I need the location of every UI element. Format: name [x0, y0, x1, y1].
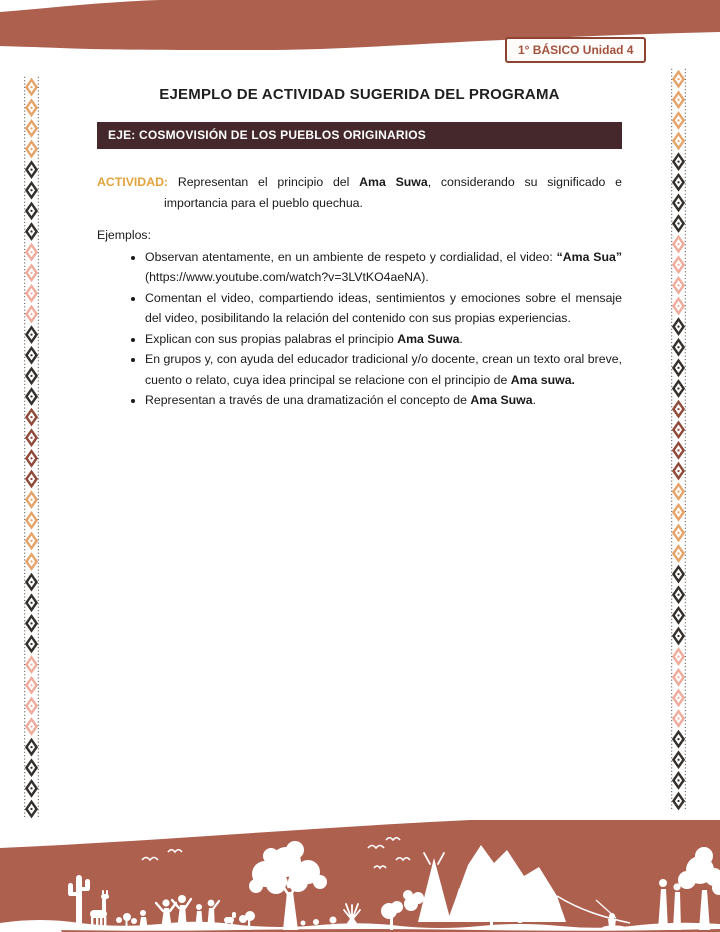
text: Observan atentamente, en un ambiente de respeto y cordialidad, el video: — [145, 249, 557, 264]
example-bullet-item — [145, 247, 622, 288]
activity-paragraph — [97, 172, 622, 213]
text: Representan a través de una dramatización el concepto de — [145, 393, 471, 408]
left-textile-border — [24, 52, 39, 844]
bold-text: Ama Suwa — [397, 331, 460, 346]
bold-text: Ama suwa. — [510, 372, 575, 387]
content-column — [97, 84, 622, 411]
text: Comentan el video, compartiendo ideas, sentimientos y emociones sobre el mensaje del video, posibilitando la relación del contenido con sus propias experiencias. — [145, 290, 622, 326]
text: , considerando su significado e importancia para el pueblo quechua. — [164, 175, 623, 210]
unit-badge: 1° BÁSICO Unidad 4 — [505, 37, 646, 63]
text: (https://www.youtube.com/watch?v=3LVtKO4aeNA). — [145, 270, 429, 285]
example-bullet-item — [145, 349, 622, 390]
bold-text: Ama Suwa — [359, 175, 428, 189]
bottom-landscape-band — [0, 820, 720, 932]
text: . — [459, 331, 463, 346]
examples-list — [97, 247, 622, 411]
examples-label: Ejemplos: — [97, 228, 151, 243]
page-title: EJEMPLO DE ACTIVIDAD SUGERIDA DEL PROGRAMA — [159, 86, 560, 103]
example-bullet-item — [145, 288, 622, 329]
example-bullet-item — [145, 329, 622, 350]
activity-text — [164, 175, 622, 210]
text: En grupos y, con ayuda del educador tradicional y/o docente, crean un texto oral breve, cuento o relato, cuya idea principal se relacione con el principio de — [145, 352, 622, 387]
text: Explican con sus propias palabras el principio — [145, 331, 398, 346]
text: Representan el principio del — [177, 175, 360, 189]
activity-label: ACTIVIDAD: — [97, 175, 169, 189]
example-bullet-item — [145, 390, 622, 411]
bold-text: Ama Suwa — [470, 393, 533, 408]
bold-text: “Ama Sua” — [556, 249, 623, 264]
right-textile-border — [671, 44, 686, 836]
text: . — [532, 393, 536, 408]
eje-banner: EJE: COSMOVISIÓN DE LOS PUEBLOS ORIGINARIOS — [97, 122, 622, 149]
